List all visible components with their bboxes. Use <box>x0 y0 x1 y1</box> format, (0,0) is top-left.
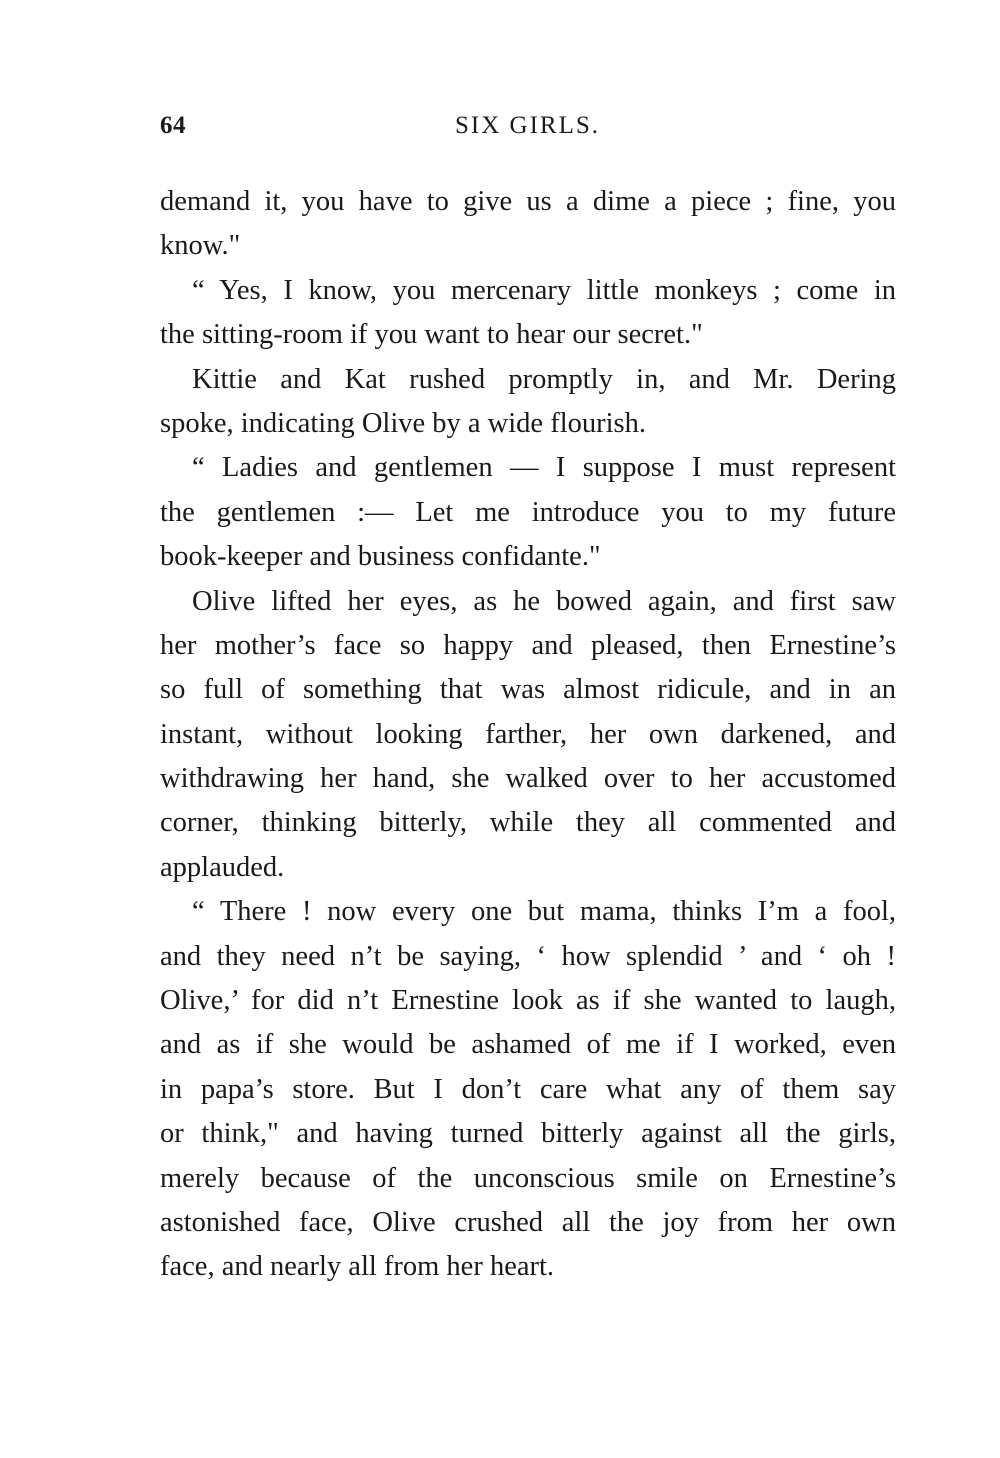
text-line: or think," and having turned bitterly against all the girls, <box>160 1118 896 1150</box>
text-line: the gentlemen :— Let me introduce you to my future <box>160 496 896 528</box>
text-line: Olive,’ for did n’t Ernestine look as if she wanted to laugh, <box>160 985 896 1017</box>
text-line: so full of something that was almost ridicule, and in an <box>160 674 896 706</box>
text-line: Kittie and Kat rushed promptly in, and Mr. Dering <box>192 363 896 395</box>
text-line: the sitting-room if you want to hear our secret." <box>160 319 703 351</box>
text-line: withdrawing her hand, she walked over to her accustomed <box>160 763 896 795</box>
text-line: face, and nearly all from her heart. <box>160 1251 555 1283</box>
text-line: in papa’s store. But I don’t care what any of them say <box>160 1073 896 1105</box>
body-text <box>160 180 896 1290</box>
text-line: and they need n’t be saying, ‘ how splendid ’ and ‘ oh ! <box>160 940 896 972</box>
text-line: “ There ! now every one but mama, thinks I’m a fool, <box>192 896 896 928</box>
page-number: 64 <box>160 112 186 139</box>
text-line: applauded. <box>160 851 285 883</box>
running-title: SIX GIRLS. <box>454 112 600 139</box>
text-line: corner, thinking bitterly, while they all commented and <box>160 807 896 839</box>
text-line: book-keeper and business confidante." <box>160 541 601 573</box>
text-line: “ Yes, I know, you mercenary little monkeys ; come in <box>192 274 896 306</box>
text-line: her mother’s face so happy and pleased, then Ernestine’s <box>160 629 896 661</box>
text-line: instant, without looking farther, her own darkened, and <box>160 718 896 750</box>
text-line: Olive lifted her eyes, as he bowed again, and first saw <box>192 585 896 617</box>
text-line: spoke, indicating Olive by a wide flourish. <box>160 407 646 439</box>
text-line: demand it, you have to give us a dime a piece ; fine, you <box>160 186 896 217</box>
text-line: “ Ladies and gentlemen — I suppose I must represent <box>192 452 896 484</box>
page-header <box>160 112 895 152</box>
text-line: know." <box>160 230 241 262</box>
text-line: merely because of the unconscious smile on Ernestine’s <box>160 1162 896 1194</box>
text-line: astonished face, Olive crushed all the joy from her own <box>160 1206 896 1238</box>
text-line: and as if she would be ashamed of me if I worked, even <box>160 1029 896 1061</box>
